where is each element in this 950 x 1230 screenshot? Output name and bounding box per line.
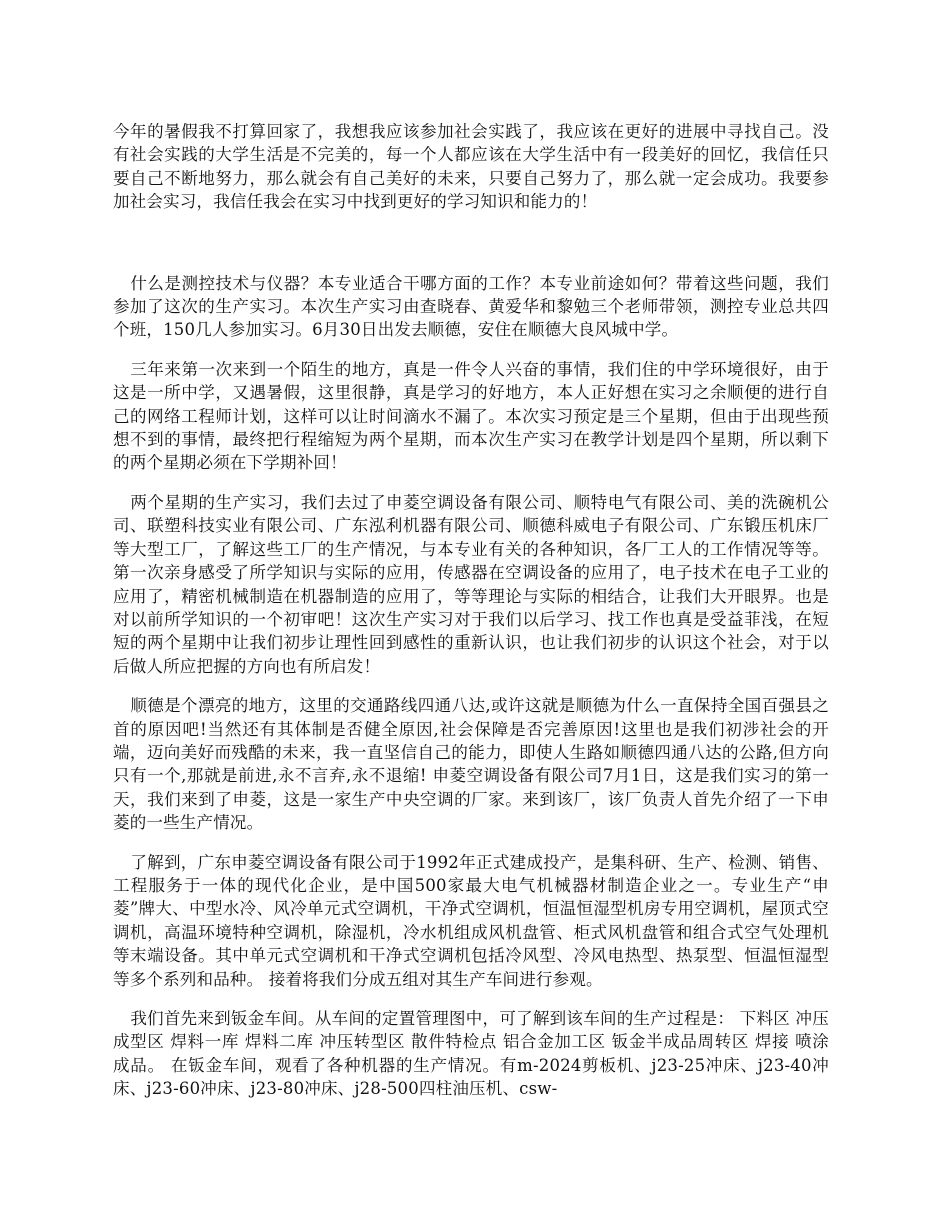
- paragraph-questions: 什么是测控技术与仪器？本专业适合干哪方面的工作？本专业前途如何？带着这些问题，我们参加了这次的生产实习。本次生产实习由查晓春、黄爱华和黎勉三个老师带领，测控专业总共四个班，150几人参加实习。6月30日出发去顺德，安住在顺德大良风城中学。: [113, 273, 829, 340]
- paragraph-sheet-metal: 我们首先来到钣金车间。从车间的定置管理图中，可了解到该车间的生产过程是： 下料区 冲压成型区 焊料一库 焊料二库 冲压转型区 散件特检点 铝合金加工区 钣金半成品周转区 焊接 喷涂 成品。 在钣金车间，观看了各种机器的生产情况。有m-2024剪板机、j23-25冲床、j23-40冲床、j23-60冲床、j23-80冲床、j28-500四柱油压机、csw-: [113, 1009, 829, 1099]
- paragraph-intro: 今年的暑假我不打算回家了，我想我应该参加社会实践了，我应该在更好的进展中寻找自己。没有社会实践的大学生活是不完美的，每一个人都应该在大学生活中有一段美好的回忆，我信任只要自己不断地努力，那么就会有自己美好的未来，只要自己努力了，那么就一定会成功。我要参加社会实习，我信任我会在实习中找到更好的学习知识和能力的！: [113, 122, 829, 212]
- paragraph-company-info: 了解到，广东申菱空调设备有限公司于1992年正式建成投产，是集科研、生产、检测、销售、工程服务于一体的现代化企业，是中国500家最大电气机械器材制造企业之一。专业生产“申菱”牌大、中型水冷、风冷单元式空调机，干净式空调机，恒温恒湿型机房专用空调机，屋顶式空调机，高温环境特种空调机，除湿机，冷水机组成风机盘管、柜式风机盘管和组合式空气处理机等末端设备。其中单元式空调机和干净式空调机包括冷风型、冷风电热型、热泵型、恒温恒湿型等多个系列和品种。 接着将我们分成五组对其生产车间进行参观。: [113, 852, 829, 989]
- section-gap: [113, 214, 829, 272]
- paragraph-shunde: 顺德是个漂亮的地方，这里的交通路线四通八达,或许这就是顺德为什么一直保持全国百强县之首的原因吧!当然还有其体制是否健全原因,社会保障是否完善原因!这里也是我们初涉社会的开端，迈向美好而残酷的未来，我一直坚信自己的能力，即使人生路如顺德四通八达的公路,但方向只有一个,那就是前进,永不言弃,永不退缩! 申菱空调设备有限公司7月1日，这是我们实习的第一天，我们来到了申菱，这是一家生产中央空调的厂家。来到该厂，该厂负责人首先介绍了一下申菱的一些生产情况。: [113, 696, 829, 833]
- paragraph-first-visit: 三年来第一次来到一个陌生的地方，真是一件令人兴奋的事情，我们住的中学环境很好，由于这是一所中学，又遇暑假，这里很静，真是学习的好地方，本人正好想在实习之余顺便的进行自己的网络工程师计划，这样可以让时间滴水不漏了。本次实习预定是三个星期，但由于出现些预想不到的事情，最终把行程缩短为两个星期，而本次生产实习在教学计划是四个星期，所以剩下的两个星期必须在下学期补回！: [113, 359, 829, 473]
- document-body: [113, 120, 829, 1117]
- paragraph-two-weeks: 两个星期的生产实习，我们去过了申菱空调设备有限公司、顺特电气有限公司、美的洗碗机公司、联塑科技实业有限公司、广东泓利机器有限公司、顺德科威电子有限公司、广东锻压机床厂等大型工厂，了解这些工厂的生产情况，与本专业有关的各种知识，各厂工人的工作情况等等。第一次亲身感受了所学知识与实际的应用，传感器在空调设备的应用了，电子技术在电子工业的应用了，精密机械制造在机器制造的应用了，等等理论与实际的相结合，让我们大开眼界。也是对以前所学知识的一个初审吧！这次生产实习对于我们以后学习、找工作也真是受益菲浅，在短短的两个星期中让我们初步让理性回到感性的重新认识，也让我们初步的认识这个社会，对于以后做人所应把握的方向也有所启发！: [113, 492, 829, 676]
